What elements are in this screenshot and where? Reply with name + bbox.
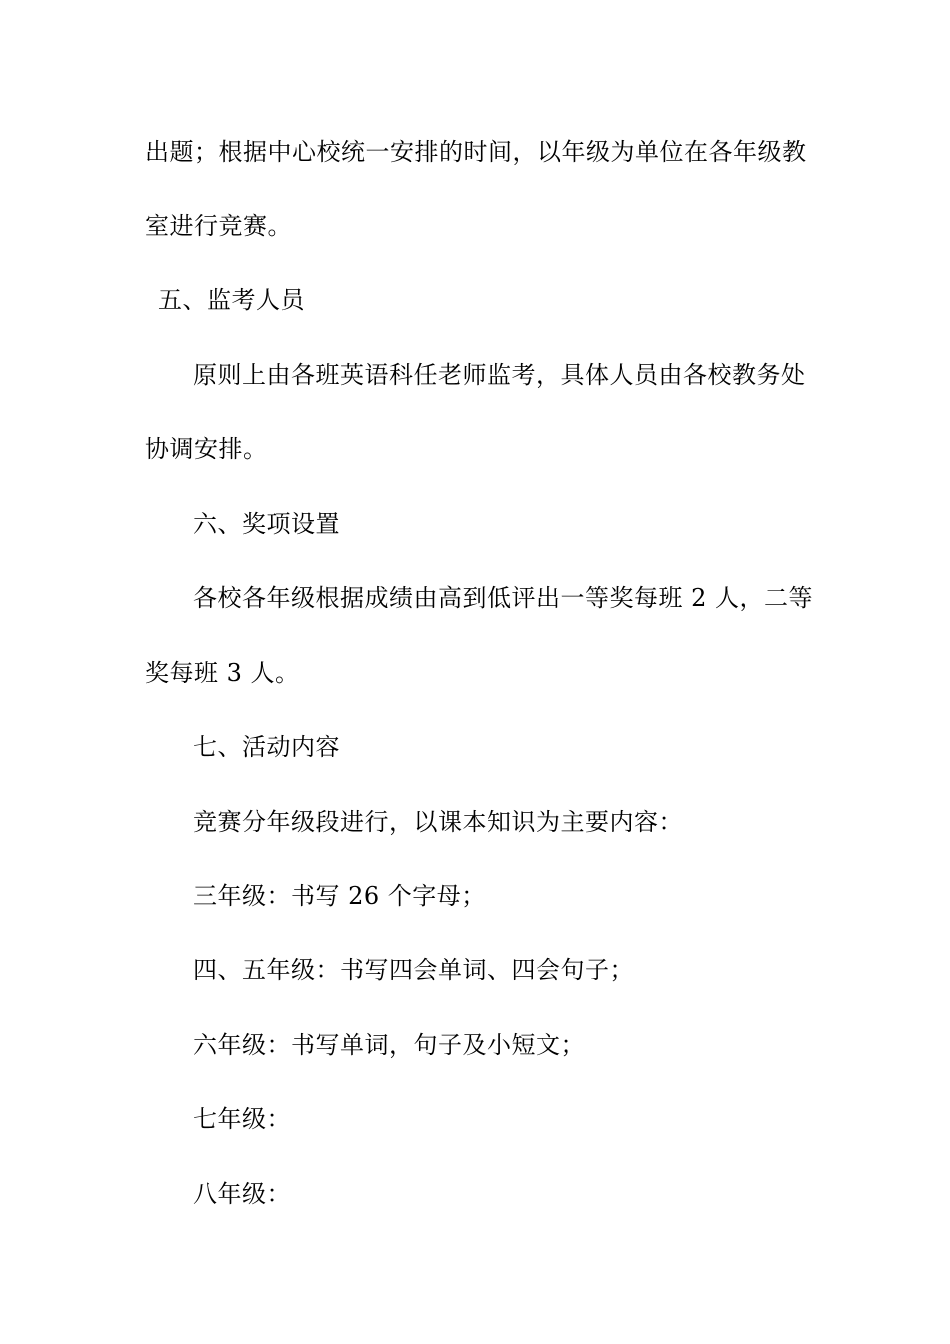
section-heading: 六、奖项设置: [193, 510, 340, 538]
list-item: 三年级：书写 26 个字母；: [193, 882, 486, 910]
paragraph-line: 协调安排。: [145, 435, 268, 463]
paragraph-line: 竞赛分年级段进行，以课本知识为主要内容：: [193, 808, 683, 836]
paragraph-line: 奖每班 3 人。: [145, 659, 300, 687]
list-item: 六年级：书写单词，句子及小短文；: [193, 1031, 585, 1059]
paragraph-line: 出题；根据中心校统一安排的时间，以年级为单位在各年级教: [145, 138, 807, 166]
list-item: 七年级：: [193, 1105, 291, 1133]
paragraph-line: 原则上由各班英语科任老师监考，具体人员由各校教务处: [193, 361, 806, 389]
section-heading: 五、监考人员: [158, 286, 305, 314]
paragraph-line: 室进行竞赛。: [145, 212, 292, 240]
list-item: 八年级：: [193, 1180, 291, 1208]
list-item: 四、五年级：书写四会单词、四会句子；: [193, 956, 634, 984]
section-heading: 七、活动内容: [193, 733, 340, 761]
paragraph-line: 各校各年级根据成绩由高到低评出一等奖每班 2 人，二等: [193, 584, 814, 612]
